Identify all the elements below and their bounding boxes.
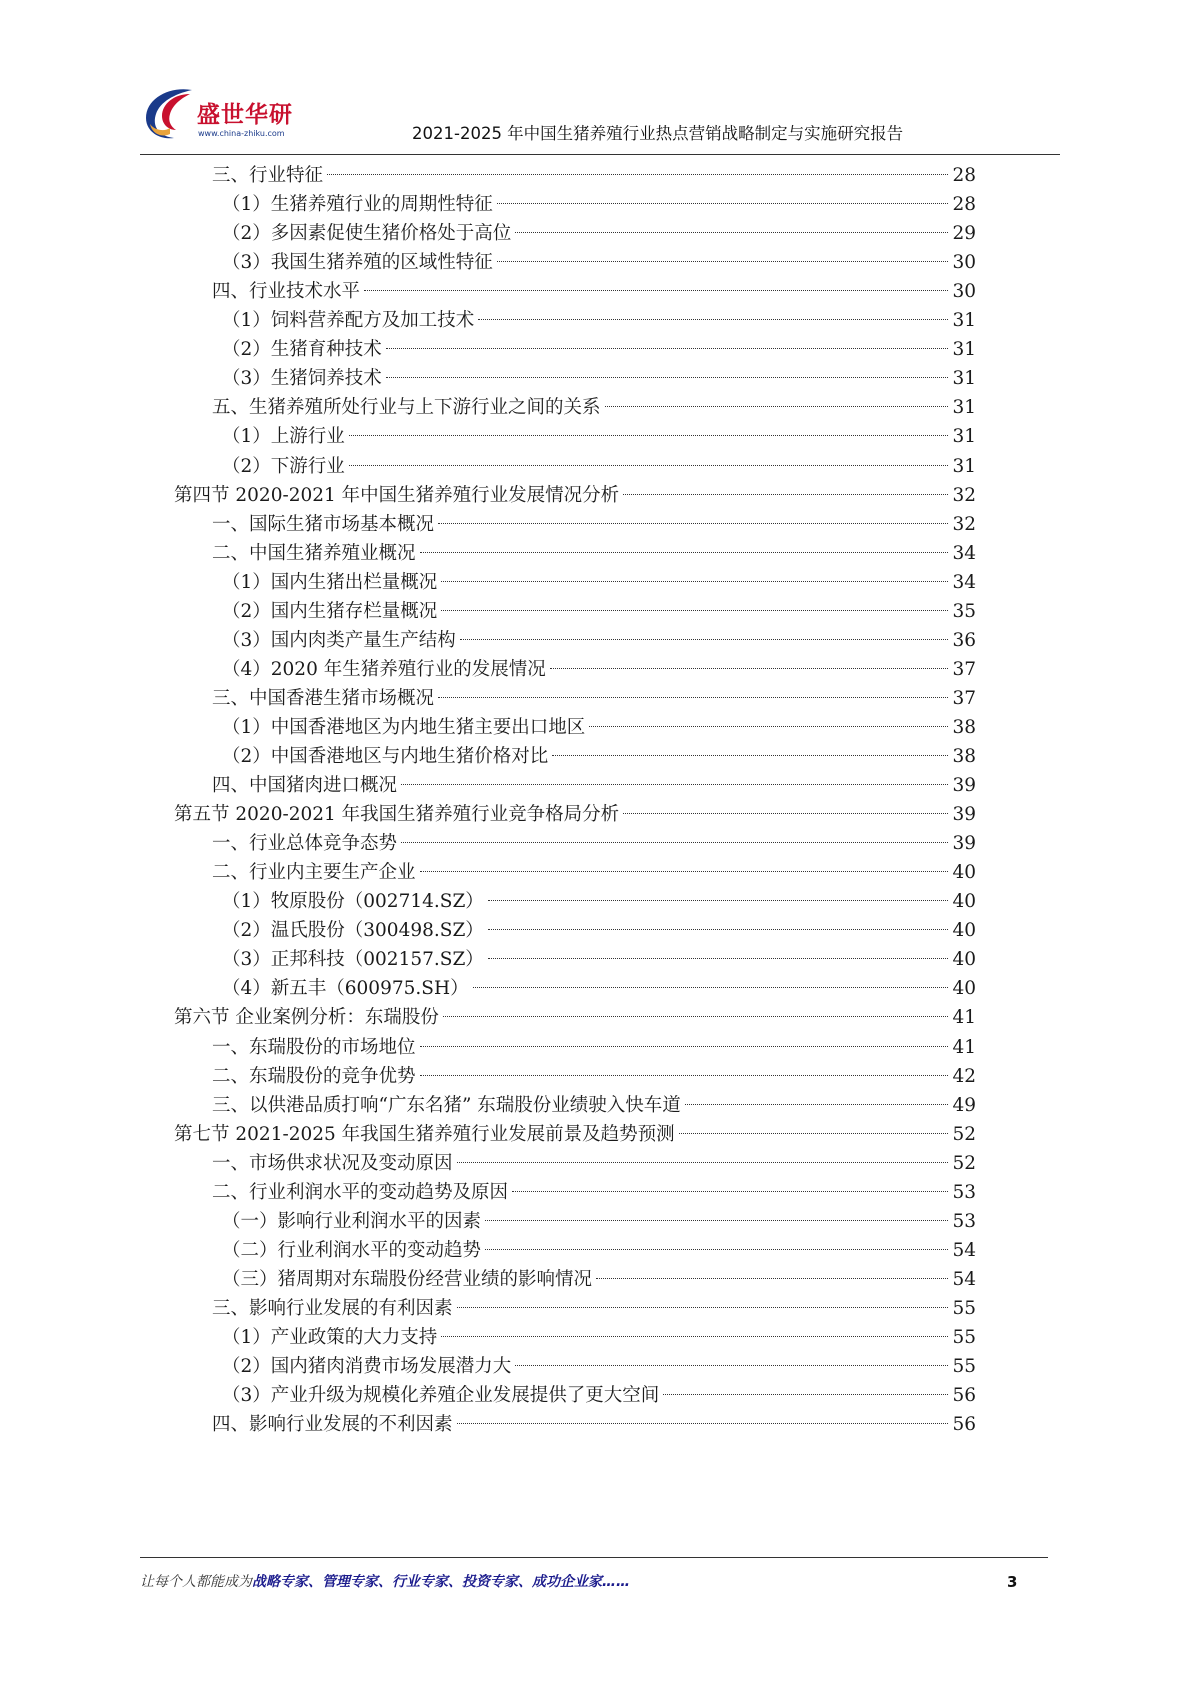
toc-entry-page: 39 (952, 804, 976, 825)
toc-entry-page: 42 (952, 1066, 976, 1087)
toc-entry-page: 40 (952, 949, 976, 970)
toc-entry[interactable] (222, 189, 976, 220)
toc-entry-title: 四、影响行业发展的不利因素 (212, 1414, 453, 1435)
toc-entry-page: 31 (952, 368, 976, 389)
toc-entry[interactable] (222, 625, 976, 656)
toc-entry-title: （3）产业升级为规模化养殖企业发展提供了更大空间 (222, 1385, 660, 1406)
toc-entry[interactable] (174, 799, 976, 830)
toc-entry[interactable] (174, 1119, 976, 1150)
toc-entry-title: （4）新五丰（600975.SH） (222, 978, 469, 999)
toc-entry[interactable] (212, 1177, 976, 1208)
toc-entry-title: （二）行业利润水平的变动趋势 (222, 1240, 482, 1261)
toc-dot-leader (401, 784, 948, 785)
toc-entry-page: 52 (952, 1124, 976, 1145)
footer-divider (140, 1557, 1048, 1558)
toc-dot-leader (679, 1133, 949, 1134)
toc-entry[interactable] (222, 1380, 976, 1411)
toc-dot-leader (460, 639, 949, 640)
toc-entry-title: （3）正邦科技（002157.SZ） (222, 949, 484, 970)
toc-entry-title: 三、行业特征 (212, 165, 324, 186)
toc-dot-leader (420, 552, 949, 553)
toc-entry[interactable] (222, 247, 976, 278)
toc-entry[interactable] (174, 480, 976, 511)
toc-dot-leader (488, 958, 949, 959)
toc-entry-title: （1）中国香港地区为内地生猪主要出口地区 (222, 717, 586, 738)
company-logo (140, 84, 310, 144)
toc-dot-leader (663, 1394, 948, 1395)
toc-entry[interactable] (222, 567, 976, 598)
toc-dot-leader (441, 1336, 948, 1337)
toc-entry[interactable] (212, 770, 976, 801)
toc-entry-page: 32 (952, 485, 976, 506)
toc-dot-leader (623, 494, 948, 495)
toc-entry-title: 五、生猪养殖所处行业与上下游行业之间的关系 (212, 397, 601, 418)
toc-entry-title: （1）生猪养殖行业的周期性特征 (222, 194, 493, 215)
toc-entry-page: 37 (952, 659, 976, 680)
toc-entry-title: 三、影响行业发展的有利因素 (212, 1298, 453, 1319)
toc-entry-page: 54 (952, 1269, 976, 1290)
footer-slogan-roles: 战略专家、管理专家、行业专家、投资专家、成功企业家…… (252, 1574, 630, 1590)
toc-entry-page: 55 (952, 1356, 976, 1377)
toc-entry-page: 28 (952, 194, 976, 215)
toc-entry[interactable] (212, 1061, 976, 1092)
toc-entry[interactable] (222, 654, 976, 685)
toc-entry-page: 31 (952, 397, 976, 418)
toc-entry[interactable] (222, 1206, 976, 1237)
toc-entry-page: 55 (952, 1327, 976, 1348)
logo-url: www.china-zhiku.com (198, 129, 285, 138)
toc-entry-page: 40 (952, 862, 976, 883)
toc-entry-title: 二、中国生猪养殖业概况 (212, 543, 416, 564)
toc-entry-title: 二、东瑞股份的竞争优势 (212, 1066, 416, 1087)
toc-entry[interactable] (222, 1351, 976, 1382)
toc-dot-leader (605, 406, 949, 407)
toc-entry-page: 36 (952, 630, 976, 651)
toc-entry-title: （3）生猪饲养技术 (222, 368, 382, 389)
toc-entry-page: 32 (952, 514, 976, 535)
toc-entry-page: 29 (952, 223, 976, 244)
toc-entry[interactable] (212, 1409, 976, 1440)
toc-entry[interactable] (222, 1235, 976, 1266)
toc-dot-leader (443, 1016, 949, 1017)
toc-entry-page: 53 (952, 1211, 976, 1232)
toc-entry[interactable] (222, 596, 976, 627)
toc-entry-title: （1）上游行业 (222, 426, 345, 447)
toc-entry-page: 31 (952, 310, 976, 331)
toc-entry-page: 39 (952, 775, 976, 796)
toc-entry-title: （1）牧原股份（002714.SZ） (222, 891, 484, 912)
toc-dot-leader (488, 900, 949, 901)
toc-entry-page: 38 (952, 746, 976, 767)
toc-dot-leader (386, 348, 949, 349)
toc-dot-leader (420, 1075, 949, 1076)
toc-entry[interactable] (212, 1293, 976, 1324)
toc-entry[interactable] (222, 218, 976, 249)
toc-dot-leader (623, 813, 948, 814)
toc-dot-leader (515, 1365, 948, 1366)
toc-entry-title: （1）国内生猪出栏量概况 (222, 572, 438, 593)
toc-entry-title: 一、市场供求状况及变动原因 (212, 1153, 453, 1174)
toc-dot-leader (552, 755, 948, 756)
toc-dot-leader (457, 1307, 949, 1308)
toc-dot-leader (349, 465, 949, 466)
toc-entry-page: 56 (952, 1385, 976, 1406)
toc-entry-title: （2）生猪育种技术 (222, 339, 382, 360)
toc-entry[interactable] (174, 1002, 976, 1033)
toc-entry-title: （4）2020 年生猪养殖行业的发展情况 (222, 659, 546, 680)
toc-entry-page: 53 (952, 1182, 976, 1203)
toc-entry[interactable] (212, 538, 976, 569)
toc-dot-leader (515, 232, 948, 233)
toc-entry-title: 四、中国猪肉进口概况 (212, 775, 398, 796)
toc-entry-page: 31 (952, 456, 976, 477)
toc-entry-page: 40 (952, 891, 976, 912)
toc-entry-page: 31 (952, 339, 976, 360)
toc-entry-title: 第七节 2021-2025 年我国生猪养殖行业发展前景及趋势预测 (174, 1124, 675, 1145)
toc-entry[interactable] (222, 973, 976, 1004)
toc-entry-title: （2）中国香港地区与内地生猪价格对比 (222, 746, 549, 767)
toc-entry-title: （3）我国生猪养殖的区域性特征 (222, 252, 493, 273)
toc-dot-leader (512, 1191, 948, 1192)
toc-entry-page: 55 (952, 1298, 976, 1319)
toc-entry-page: 39 (952, 833, 976, 854)
toc-dot-leader (420, 871, 949, 872)
toc-entry[interactable] (222, 886, 976, 917)
toc-dot-leader (401, 842, 948, 843)
footer-slogan (140, 1575, 630, 1589)
toc-entry-page: 28 (952, 165, 976, 186)
toc-entry-title: （一）影响行业利润水平的因素 (222, 1211, 482, 1232)
toc-dot-leader (438, 523, 948, 524)
toc-dot-leader (550, 668, 949, 669)
toc-entry-title: （2）国内猪肉消费市场发展潜力大 (222, 1356, 512, 1377)
toc-entry[interactable] (212, 1090, 976, 1121)
toc-entry-page: 38 (952, 717, 976, 738)
toc-entry[interactable] (212, 276, 976, 307)
toc-entry[interactable] (222, 1322, 976, 1353)
toc-entry-title: 一、东瑞股份的市场地位 (212, 1037, 416, 1058)
toc-dot-leader (438, 697, 948, 698)
toc-entry[interactable] (222, 421, 976, 452)
toc-entry-page: 49 (952, 1095, 976, 1116)
toc-entry-title: 第五节 2020-2021 年我国生猪养殖行业竞争格局分析 (174, 804, 620, 825)
toc-dot-leader (457, 1162, 949, 1163)
toc-entry-title: 三、中国香港生猪市场概况 (212, 688, 435, 709)
toc-dot-leader (441, 581, 948, 582)
toc-entry-title: （1）产业政策的大力支持 (222, 1327, 438, 1348)
toc-entry[interactable] (222, 944, 976, 975)
toc-entry-title: （2）多因素促使生猪价格处于高位 (222, 223, 512, 244)
toc-entry[interactable] (222, 712, 976, 743)
page-number: 3 (1007, 1573, 1018, 1591)
toc-entry-page: 37 (952, 688, 976, 709)
footer-slogan-lead: 让每个人都能成为 (140, 1574, 252, 1590)
toc-entry[interactable] (212, 1032, 976, 1063)
toc-dot-leader (473, 987, 949, 988)
toc-entry-page: 52 (952, 1153, 976, 1174)
toc-entry[interactable] (212, 683, 976, 714)
toc-entry-page: 40 (952, 978, 976, 999)
toc-dot-leader (420, 1046, 949, 1047)
toc-dot-leader (685, 1104, 949, 1105)
toc-entry-page: 34 (952, 572, 976, 593)
toc-entry[interactable] (212, 160, 976, 191)
toc-dot-leader (386, 377, 949, 378)
toc-entry-title: （2）国内生猪存栏量概况 (222, 601, 438, 622)
toc-entry-title: 一、行业总体竞争态势 (212, 833, 398, 854)
toc-entry-page: 30 (952, 281, 976, 302)
toc-dot-leader (485, 1249, 948, 1250)
toc-dot-leader (364, 290, 948, 291)
toc-entry[interactable] (222, 305, 976, 336)
toc-dot-leader (327, 174, 948, 175)
toc-entry[interactable] (222, 741, 976, 772)
toc-entry-title: 第六节 企业案例分析：东瑞股份 (174, 1007, 439, 1028)
toc-entry-page: 30 (952, 252, 976, 273)
toc-entry-title: （3）国内肉类产量生产结构 (222, 630, 456, 651)
toc-entry-title: 二、行业内主要生产企业 (212, 862, 416, 883)
toc-entry-page: 56 (952, 1414, 976, 1435)
toc-dot-leader (441, 610, 948, 611)
toc-entry-title: 四、行业技术水平 (212, 281, 361, 302)
toc-entry-title: （2）下游行业 (222, 456, 345, 477)
toc-entry[interactable] (212, 828, 976, 859)
toc-entry-title: 三、以供港品质打响“广东名猪” 东瑞股份业绩驶入快车道 (212, 1095, 681, 1116)
header-divider (140, 154, 1060, 155)
toc-entry-title: （1）饲料营养配方及加工技术 (222, 310, 475, 331)
toc-entry-title: 二、行业利润水平的变动趋势及原因 (212, 1182, 509, 1203)
toc-entry-page: 31 (952, 426, 976, 447)
logo-name: 盛世华研 (197, 102, 293, 128)
toc-entry[interactable] (222, 1264, 976, 1295)
toc-entry[interactable] (222, 334, 976, 365)
toc-dot-leader (497, 203, 949, 204)
toc-entry-page: 35 (952, 601, 976, 622)
toc-entry-page: 41 (952, 1037, 976, 1058)
toc-entry-title: （2）温氏股份（300498.SZ） (222, 920, 484, 941)
toc-entry-title: 一、国际生猪市场基本概况 (212, 514, 435, 535)
toc-entry-page: 40 (952, 920, 976, 941)
toc-dot-leader (485, 1220, 948, 1221)
toc-entry[interactable] (212, 509, 976, 540)
toc-dot-leader (478, 319, 948, 320)
toc-entry[interactable] (222, 451, 976, 482)
toc-entry[interactable] (222, 915, 976, 946)
toc-entry-page: 54 (952, 1240, 976, 1261)
toc-entry-title: 第四节 2020-2021 年中国生猪养殖行业发展情况分析 (174, 485, 620, 506)
toc-dot-leader (497, 261, 949, 262)
toc-entry-title: （三）猪周期对东瑞股份经营业绩的影响情况 (222, 1269, 593, 1290)
toc-dot-leader (349, 435, 949, 436)
toc-dot-leader (488, 929, 949, 930)
toc-entry-page: 41 (952, 1007, 976, 1028)
report-title: 2021-2025 年中国生猪养殖行业热点营销战略制定与实施研究报告 (412, 124, 904, 143)
toc-entry[interactable] (222, 363, 976, 394)
toc-entry[interactable] (212, 392, 976, 423)
toc-dot-leader (457, 1423, 949, 1424)
toc-dot-leader (589, 726, 948, 727)
toc-entry-page: 34 (952, 543, 976, 564)
toc-dot-leader (596, 1278, 948, 1279)
toc-entry[interactable] (212, 857, 976, 888)
logo-swirl-icon (140, 84, 200, 144)
toc-entry[interactable] (212, 1148, 976, 1179)
